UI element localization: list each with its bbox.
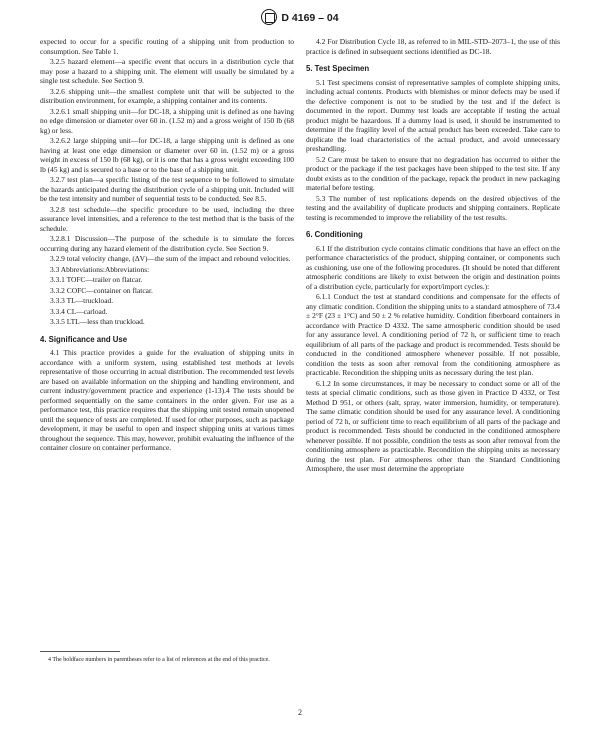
paragraph: 3.2.9 total velocity change, (ΔV)—the sum of the impact and rebound velocities. [50, 254, 291, 263]
paragraph: 3.3.5 LTL—less than truckload. [50, 317, 145, 326]
paragraph: 3.3.4 CL—carload. [50, 306, 108, 316]
section-heading: 6. Conditioning [306, 230, 363, 239]
paragraph: 3.2.6.1 small shipping unit—for DC-18, a shipping unit is defined as one having no edge dimension or diameter over 60 in. (1.52 m) and a gross weight of 150 lb (68 kg) or less. [40, 106, 294, 135]
astm-logo-icon [261, 9, 277, 25]
paragraph: 3.2.6.2 large shipping unit—for DC-18, a large shipping unit is defined as one having at least one edge dimension or diameter over 60 in. (1.52 m) or a gross weight in excess of 150 lb (68 kg), or it is one that has a gross weight exceeding 100 lb (45 kg) and is secured to a base or to the base of a shipping unit. [40, 136, 294, 174]
paragraph: 3.3 Abbreviations:Abbreviations: [50, 264, 150, 274]
paragraph: 5.1 Test specimens consist of representative samples of complete shipping units, including actual contents. Products with blemishes or minor defects may be used if the defective component is not to be studied by the test and if the defect is documented in the report. Dummy test loads are acceptable if testing the actual product might be hazardous. If a dummy load is used, it should be instrumented to determine if the fragility level of the actual product has been exceeded. Take care to duplicate the load characteristics of the actual product, and avoid unnecessary preshandling. [306, 77, 560, 153]
paragraph: 3.2.7 test plan—a specific listing of the test sequence to be followed to simulate the hazards anticipated during the distribution cycle of a shipping unit. Included will be the test intensity and number of sequential tests to be conducted. See 8.5. [40, 175, 294, 203]
paragraph: 4.1 This practice provides a guide for the evaluation of shipping units in accordance with a uniform system, using established test methods at levels representative of those occurring in actual distribution. The recommended test levels are based on available information on the shipping and handling environment, and current industry/government practice and experience (1-13).4 The tests should be performed sequentially on the same containers in the order given. For use as a performance test, this practice requires that the shipping unit tested remain unopened until the sequence of tests are completed. If used for other purposes, such as package development, it may be useful to open and inspect shipping units at various times throughout the sequence. This may, however, prohibit evaluating the influence of the container closure on container performance. [40, 348, 294, 452]
paragraph: 3.2.8.1 Discussion—The purpose of the schedule is to simulate the forces occurring during any hazard element of the distribution cycle. See Section 9. [40, 234, 294, 253]
paragraph: 3.3.3 TL—truckload. [50, 296, 114, 305]
paragraph: 6.1.2 In some circumstances, it may be necessary to conduct some or all of the tests at special climatic conditions, such as those given in Practice D 4332, or Test Method D 951, or others (salt, spray, water immersion, humidity, or temperature). The same climatic condition should be used for any assurance level. A conditioning period of 72 h, or sufficient time to reach equilibrium of all parts of the package and product is recommended. Tests should be conducted in the conditioned atmosphere whenever possible. If not possible, condition the tests as soon after removal from the conditioning atmosphere as practicable. Recondition the shipping units as necessary during the test plan. For atmospheres other than the Standard Conditioning Atmosphere, the user must determine the appropriate [306, 378, 560, 473]
paragraph: 4.2 For Distribution Cycle 18, as referred to in MIL-STD–2073–1, the use of this practice is defined in subsequent sections identified as DC-18. [306, 37, 560, 56]
paragraph: 5.2 Care must be taken to ensure that no degradation has occurred to either the product or the package if the test packages have been shipped to the test site. If any doubt exists as to the condition of the package, repack the product in new packaging material before testing. [306, 154, 560, 192]
paragraph: 3.2.8 test schedule—the specific procedure to be used, including the three assurance level intensities, and a reference to the test method that is the basis of the schedule. [40, 204, 294, 233]
paragraph: 3.3.2 COFC—container on flatcar. [50, 285, 153, 295]
footnote-divider [40, 651, 120, 652]
paragraph: 3.3.1 TOFC—trailer on flatcar. [50, 275, 143, 284]
paragraph: expected to occur for a specific routing of a shipping unit from production to consumption. See Table 1. [40, 37, 294, 56]
paragraph: 3.2.6 shipping unit—the smallest complete unit that will be subjected to the distribution environment, for example, a shipping container and its contents. [40, 86, 294, 105]
section-heading: 4. Significance and Use [40, 334, 128, 344]
page-number: 2 [298, 708, 302, 717]
footnote [40, 651, 294, 665]
page-header [0, 10, 600, 26]
paragraph: 6.1.1 Conduct the test at standard conditions and compensate for the effects of any climatic condition. Condition the shipping units to a standard atmosphere of 73.4 ± 2°F (23 ± 1°C) and 50 ± 2 % relative humidity. Condition fiberboard containers in accordance with Practice D 4332. The same atmospheric condition should be used for any assurance level. A conditioning period of 72 h, or sufficient time to reach equilibrium of all parts of the package and product is recommended. Tests should be conducted in the conditioned atmosphere whenever possible. If not possible, condition the tests as soon after removal from the conditioning atmosphere as practicable. Recondition the shipping units as necessary during the test plan. [306, 292, 560, 377]
right-column [306, 36, 560, 474]
document-title: D 4169 – 04 [281, 12, 339, 24]
footnote-text: 4 The boldface numbers in parentheses refer to a list of references at the end of this practice. [48, 657, 270, 663]
paragraph: 5.3 The number of test replications depends on the desired objectives of the testing and the availability of duplicate products and shipping containers. Replicate testing is recommended to improve the reliability of the test results. [306, 193, 560, 222]
paragraph: 6.1 If the distribution cycle contains climatic conditions that have an effect on the performance characteristics of the product, shipping container, or components such as cushioning, use one of the following procedures. (It should be noted that different atmospheric conditions are likely to exist between the origin and destination points of a distribution cycle, particularly for export/import cycles.): [306, 243, 560, 291]
section-heading: 5. Test Specimen [306, 64, 370, 73]
left-column [40, 36, 294, 453]
paragraph: 3.2.5 hazard element—a specific event that occurs in a distribution cycle that may pose a hazard to a shipping unit. The element will usually be simulated by a single test schedule. See Section 9. [40, 57, 294, 85]
